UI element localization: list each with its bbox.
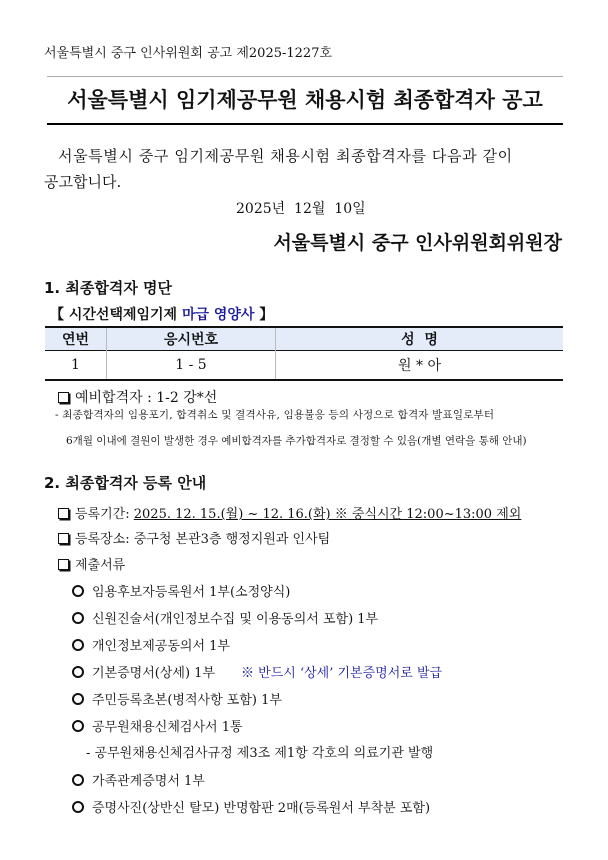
intro-text: 서울특별시 중구 임기제공무원 채용시험 최종합격자를 다음과 같이 — [58, 147, 513, 165]
document-note: ※ 반드시 ‘상세’ 기본증명서로 발급 — [241, 666, 443, 681]
circle-bullet-icon — [72, 585, 84, 597]
document-item — [72, 797, 430, 816]
table-row — [45, 350, 563, 380]
category-position: 마급 영양사 — [181, 307, 255, 323]
note-text: 6개월 이내에 결원이 발생한 경우 예비합격자를 추가합격자로 결정할 수 있음(개별 연락을 통해 안내) — [66, 435, 527, 447]
circle-bullet-icon — [72, 639, 84, 651]
circle-bullet-icon — [72, 774, 84, 786]
document-note: - 공무원채용신체검사규정 제3조 제1항 각호의 의료기관 발행 — [86, 746, 434, 761]
checkbox-bullet-icon — [58, 533, 69, 544]
column-header: 성 명 — [401, 331, 438, 348]
table-cell: 1 - 5 — [107, 350, 276, 380]
intro-text: 공고합니다. — [44, 173, 122, 191]
document-item — [72, 716, 243, 735]
finalist-table — [45, 326, 563, 381]
reserve-text: 예비합격자 : 1-2 강*선 — [75, 390, 218, 406]
circle-bullet-icon — [72, 612, 84, 624]
document-item — [72, 581, 290, 600]
table-cell: 원 * 아 — [398, 357, 441, 374]
circle-bullet-icon — [72, 801, 84, 813]
documents-heading — [58, 554, 125, 573]
note-text: - 최종합격자의 임용포기, 합격취소 및 결격사유, 임용불응 등의 사정으로 합격자 발표일로부터 — [55, 409, 495, 421]
divider — [47, 76, 563, 77]
period-label: 등록기간: — [75, 507, 134, 522]
notice-reference: 서울특별시 중구 인사위원회 공고 제2025-1227호 — [44, 46, 333, 61]
document-text: 주민등록초본(병적사항 포함) 1부 — [92, 693, 282, 708]
column-header: 응시번호 — [107, 327, 276, 350]
document-text: 개인정보제공동의서 1부 — [92, 639, 230, 654]
category-prefix: 【 시간선택제임기제 — [50, 307, 178, 323]
document-text: 가족관계증명서 1부 — [92, 774, 205, 789]
divider — [47, 123, 563, 125]
place-text: 등록장소: 중구청 본관3층 행정지원과 인사팀 — [75, 532, 331, 547]
document-item — [72, 635, 230, 654]
document-item — [72, 608, 378, 627]
registration-place — [58, 528, 330, 547]
section-heading: 1. 최종합격자 명단 — [44, 279, 173, 297]
reserve-finalist — [58, 387, 217, 407]
category-suffix: 】 — [259, 307, 274, 323]
document-text: 공무원채용신체검사서 1통 — [92, 720, 243, 735]
documents-label: 제출서류 — [75, 558, 126, 573]
signatory: 서울특별시 중구 인사위원회위원장 — [273, 232, 562, 254]
period-value: 2025. 12. 15.(월) ~ 12. 16.(화) ※ 중식시간 12:00~13:00 제외 — [133, 507, 522, 522]
circle-bullet-icon — [72, 666, 84, 678]
document-item — [72, 662, 442, 681]
checkbox-bullet-icon — [58, 392, 69, 403]
announce-date: 2025년 12월 10일 — [236, 201, 366, 217]
section-heading: 2. 최종합격자 등록 안내 — [44, 474, 207, 492]
circle-bullet-icon — [72, 720, 84, 732]
document-item — [72, 689, 282, 708]
document-text: 증명사진(상반신 탈모) 반명함판 2매(등록원서 부착분 포함) — [92, 801, 431, 816]
checkbox-bullet-icon — [58, 559, 69, 570]
table-header-row — [45, 327, 563, 350]
registration-period — [58, 503, 521, 522]
page-title: 서울특별시 임기제공무원 채용시험 최종합격자 공고 — [67, 88, 543, 112]
circle-bullet-icon — [72, 693, 84, 705]
document-item — [72, 770, 205, 789]
column-header: 연번 — [45, 327, 107, 350]
checkbox-bullet-icon — [58, 508, 69, 519]
document-text: 신원진술서(개인정보수집 및 이용동의서 포함) 1부 — [92, 612, 379, 627]
table-cell: 1 — [45, 350, 107, 380]
document-text: 기본증명서(상세) 1부 — [92, 666, 216, 681]
document-text: 임용후보자등록원서 1부(소정양식) — [92, 585, 291, 600]
category-label — [50, 304, 273, 324]
